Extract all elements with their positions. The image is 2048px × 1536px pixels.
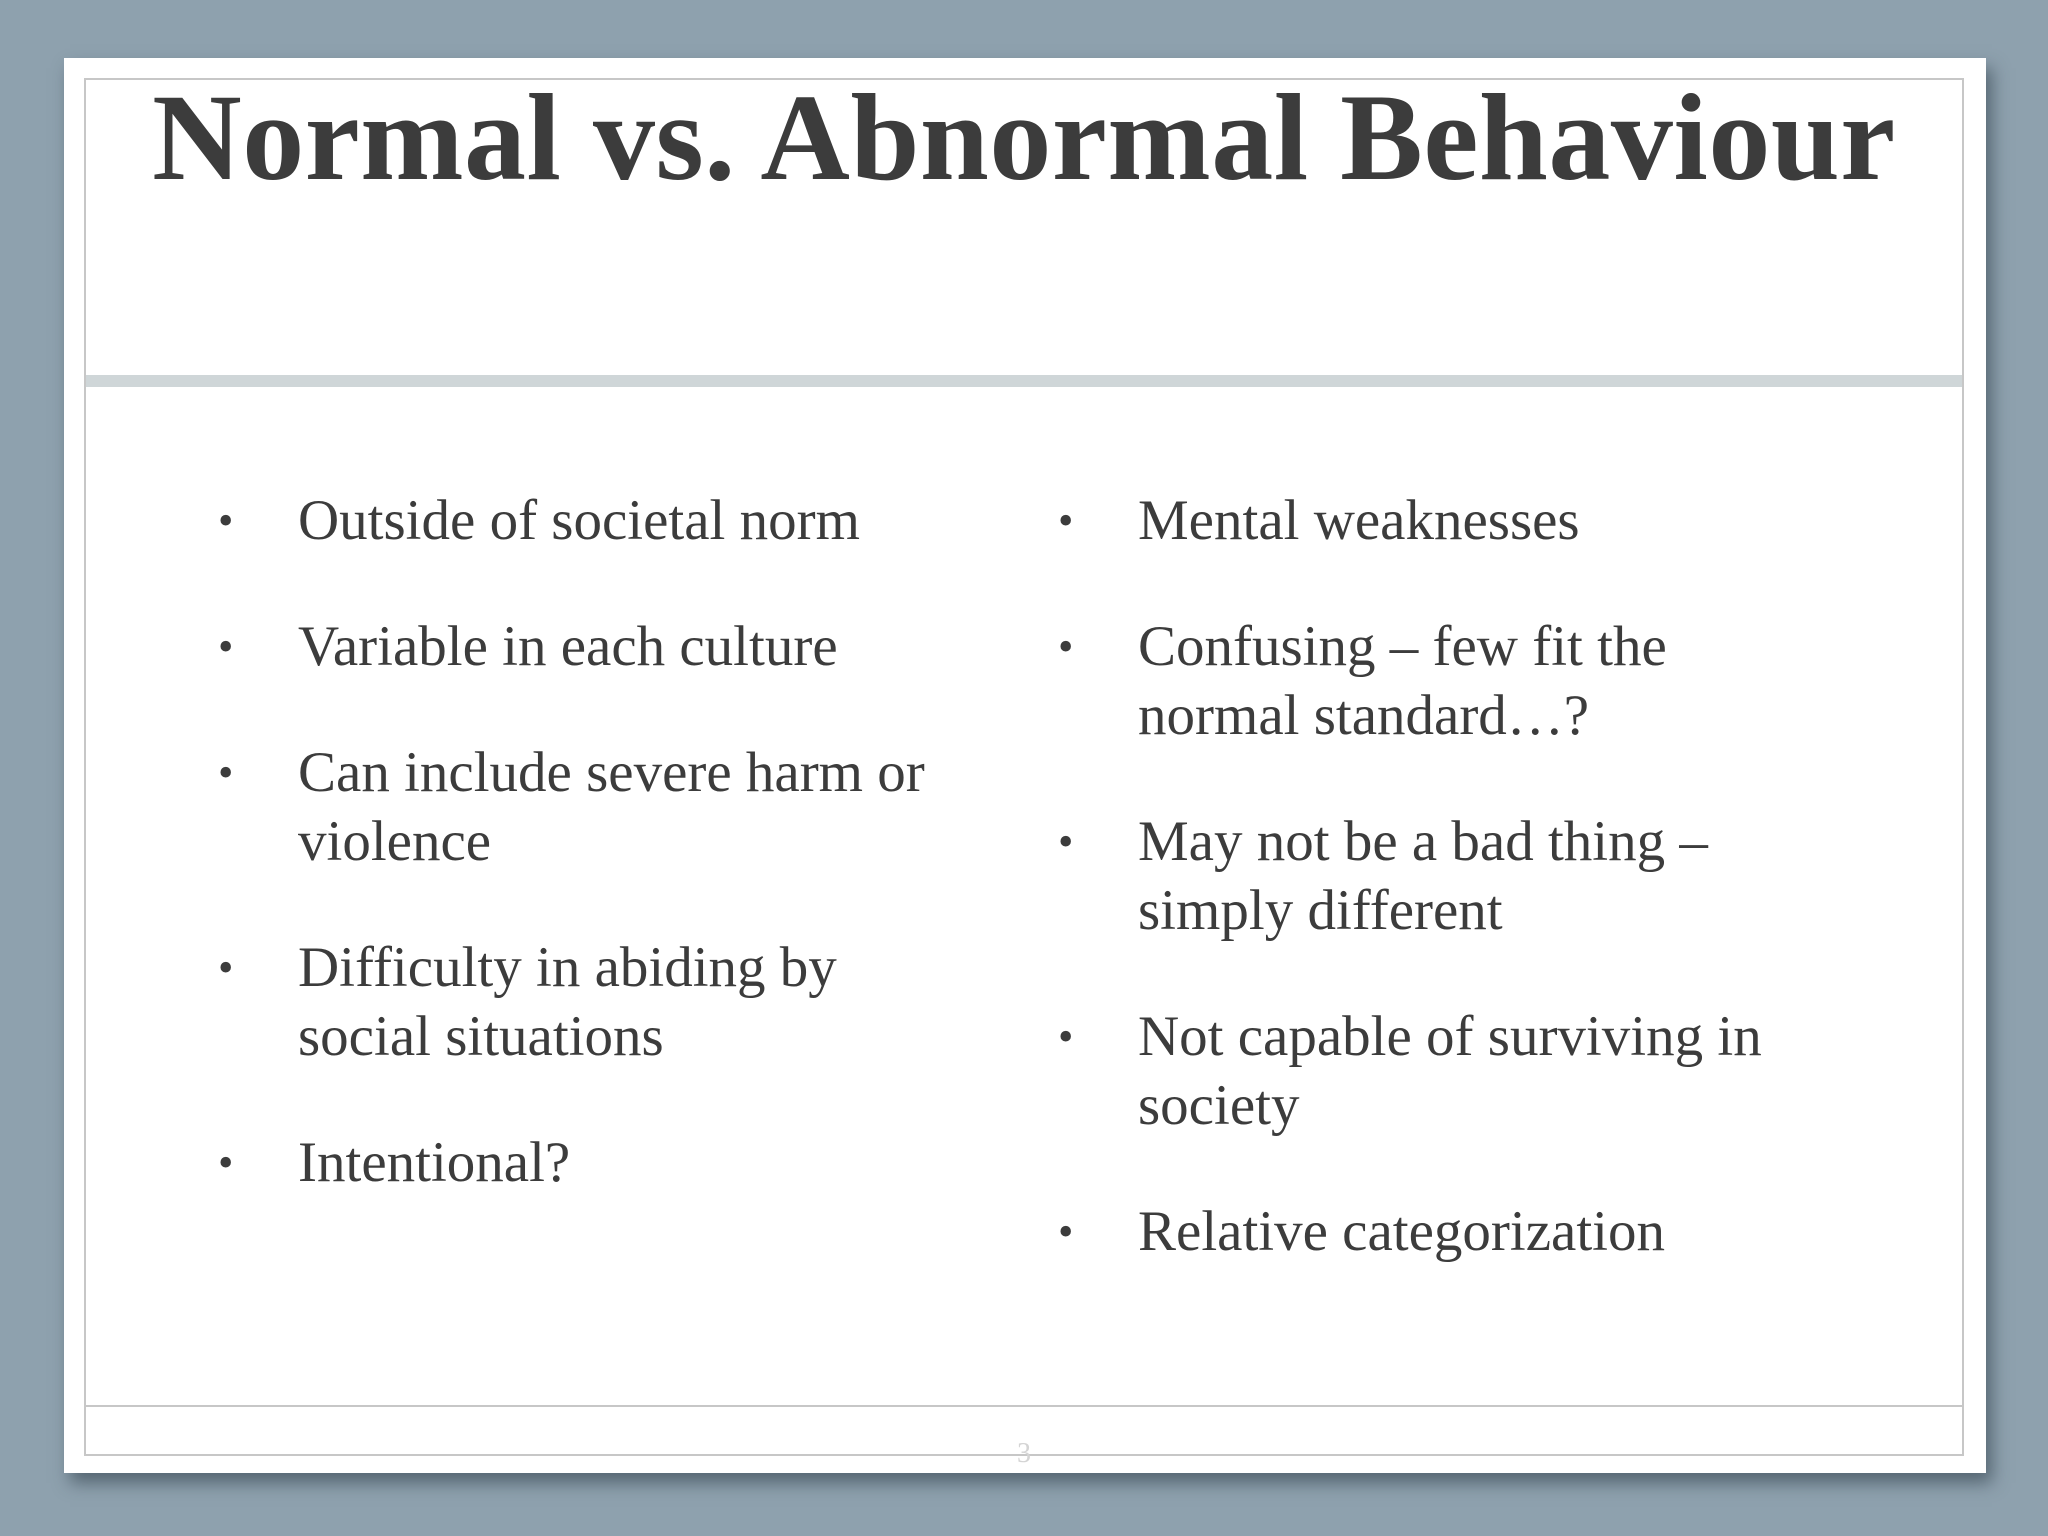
- list-item: [218, 933, 938, 1071]
- list-item: [1058, 1197, 1818, 1266]
- bullet-icon: •: [1058, 817, 1074, 866]
- page-number: 3: [1017, 1438, 1031, 1469]
- bullet-icon: •: [1058, 1012, 1074, 1061]
- list-item-text: Outside of societal norm: [298, 489, 860, 552]
- list-item: [218, 738, 938, 876]
- list-item-text: May not be a bad thing – simply different: [1138, 810, 1708, 942]
- list-item-text: Can include severe harm or violence: [298, 741, 925, 873]
- title-divider: [86, 375, 1962, 387]
- list-item: [1058, 1002, 1818, 1140]
- list-item-text: Intentional?: [298, 1131, 571, 1194]
- list-item: [1058, 612, 1818, 750]
- list-item-text: Confusing – few fit the normal standard…?: [1138, 615, 1667, 747]
- list-item-text: Relative categorization: [1138, 1200, 1665, 1263]
- bullet-icon: •: [218, 622, 234, 671]
- list-item-text: Not capable of surviving in society: [1138, 1005, 1762, 1137]
- bullet-icon: •: [218, 748, 234, 797]
- bullet-icon: •: [218, 496, 234, 545]
- list-item: [1058, 807, 1818, 945]
- list-item: [218, 612, 938, 681]
- bullet-icon: •: [218, 1138, 234, 1187]
- slide-title: Normal vs. Abnormal Behaviour: [152, 69, 1896, 206]
- bullet-icon: •: [1058, 496, 1074, 545]
- bullet-icon: •: [1058, 1207, 1074, 1256]
- footer-divider: [86, 1405, 1962, 1407]
- list-item: [1058, 486, 1818, 555]
- left-bullet-list: [218, 486, 938, 1254]
- list-item-text: Difficulty in abiding by social situations: [298, 936, 837, 1068]
- list-item-text: Mental weaknesses: [1138, 489, 1580, 552]
- bullet-icon: •: [218, 943, 234, 992]
- list-item-text: Variable in each culture: [298, 615, 838, 678]
- list-item: [218, 486, 938, 555]
- right-bullet-list: [1058, 486, 1818, 1323]
- list-item: [218, 1128, 938, 1197]
- bullet-icon: •: [1058, 622, 1074, 671]
